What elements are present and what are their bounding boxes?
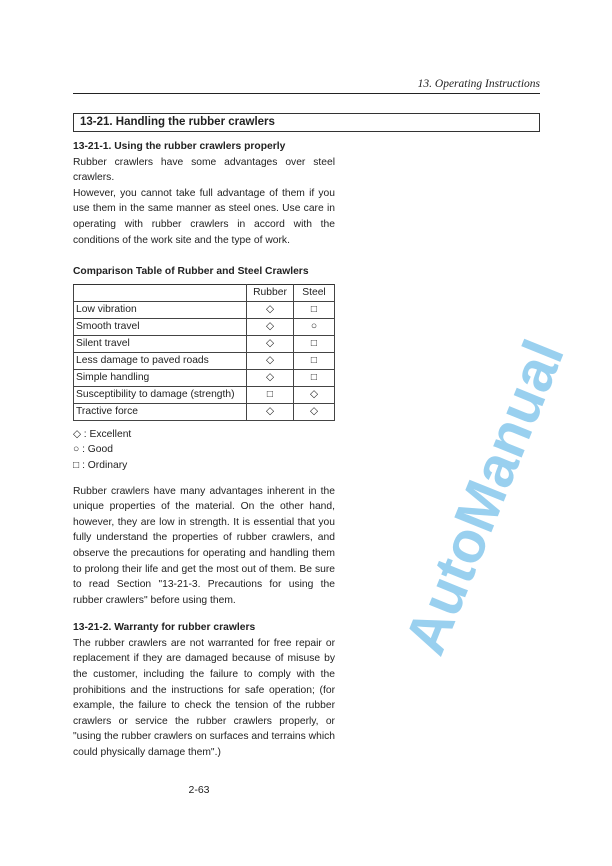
steel-rating: □ (294, 301, 335, 318)
row-label: Tractive force (74, 403, 247, 420)
row-label: Smooth travel (74, 318, 247, 335)
page-number: 2-63 (188, 783, 210, 796)
row-label: Less damage to paved roads (74, 352, 247, 369)
main-column (73, 0, 335, 828)
rubber-rating: ◇ (247, 403, 294, 420)
legend (73, 427, 335, 474)
table-row (74, 318, 335, 335)
row-label: Susceptibility to damage (strength) (74, 386, 247, 403)
table-row (74, 301, 335, 318)
paragraph: Rubber crawlers have many advantages inherent in the unique properties of the material. On the other hand, however, they are low in strength. It is essential that you fully understand the properties of rubber crawlers, and observe the precautions for operating and handling them to prolong their life and get the most out of them. Be sure to read Section "13-21-3. Precautions for using the rubber crawlers" before using them. (73, 485, 335, 606)
row-label: Simple handling (74, 369, 247, 386)
steel-rating: □ (294, 335, 335, 352)
legend-excellent: ◇ : Excellent (73, 428, 132, 440)
paragraph: Rubber crawlers have some advantages over steel crawlers. (73, 156, 335, 184)
row-label: Silent travel (74, 335, 247, 352)
table-header-row (74, 284, 335, 301)
row-label: Low vibration (74, 301, 247, 318)
steel-rating: □ (294, 352, 335, 369)
steel-rating: □ (294, 369, 335, 386)
header-cell: Steel (294, 284, 335, 301)
steel-rating: ◇ (294, 403, 335, 420)
rubber-rating: ◇ (247, 301, 294, 318)
rubber-rating: ◇ (247, 318, 294, 335)
rubber-rating: □ (247, 386, 294, 403)
steel-rating: ◇ (294, 386, 335, 403)
legend-good: ○ : Good (73, 444, 113, 456)
subsection-title: 13-21-1. Using the rubber crawlers properly (73, 141, 286, 152)
comparison-table (73, 284, 335, 421)
section-title: 13-21. Handling the rubber crawlers (73, 113, 540, 132)
table-row (74, 369, 335, 386)
chapter-header: 13. Operating Instructions (417, 78, 540, 90)
table-row (74, 335, 335, 352)
header-cell: Rubber (247, 284, 294, 301)
rubber-rating: ◇ (247, 335, 294, 352)
paragraph: The rubber crawlers are not warranted for free repair or replacement if they are damaged because of misuse by the customer, including the failure to comply with the prohibitions and the instructions for safe operation; (for example, the failure to check the tension of the rubber crawlers or service the rubber crawlers properly, or "using the rubber crawlers on surfaces and terrains which could physically damage them".) (73, 637, 335, 759)
watermark: AutoManual (392, 331, 577, 664)
header-cell (74, 284, 247, 301)
legend-ordinary: □ : Ordinary (73, 459, 128, 471)
rubber-rating: ◇ (247, 369, 294, 386)
steel-rating: ○ (294, 318, 335, 335)
table-row (74, 386, 335, 403)
subsection-title: 13-21-2. Warranty for rubber crawlers (73, 622, 256, 634)
table-title: Comparison Table of Rubber and Steel Crawlers (73, 266, 309, 278)
table-row (74, 403, 335, 420)
table-row (74, 352, 335, 369)
rubber-rating: ◇ (247, 352, 294, 369)
paragraph: However, you cannot take full advantage of them if you use them in the same manner as steel ones. Use care in operating with rubber crawlers in accord with the conditions of the work site and the type of work. (73, 187, 335, 246)
